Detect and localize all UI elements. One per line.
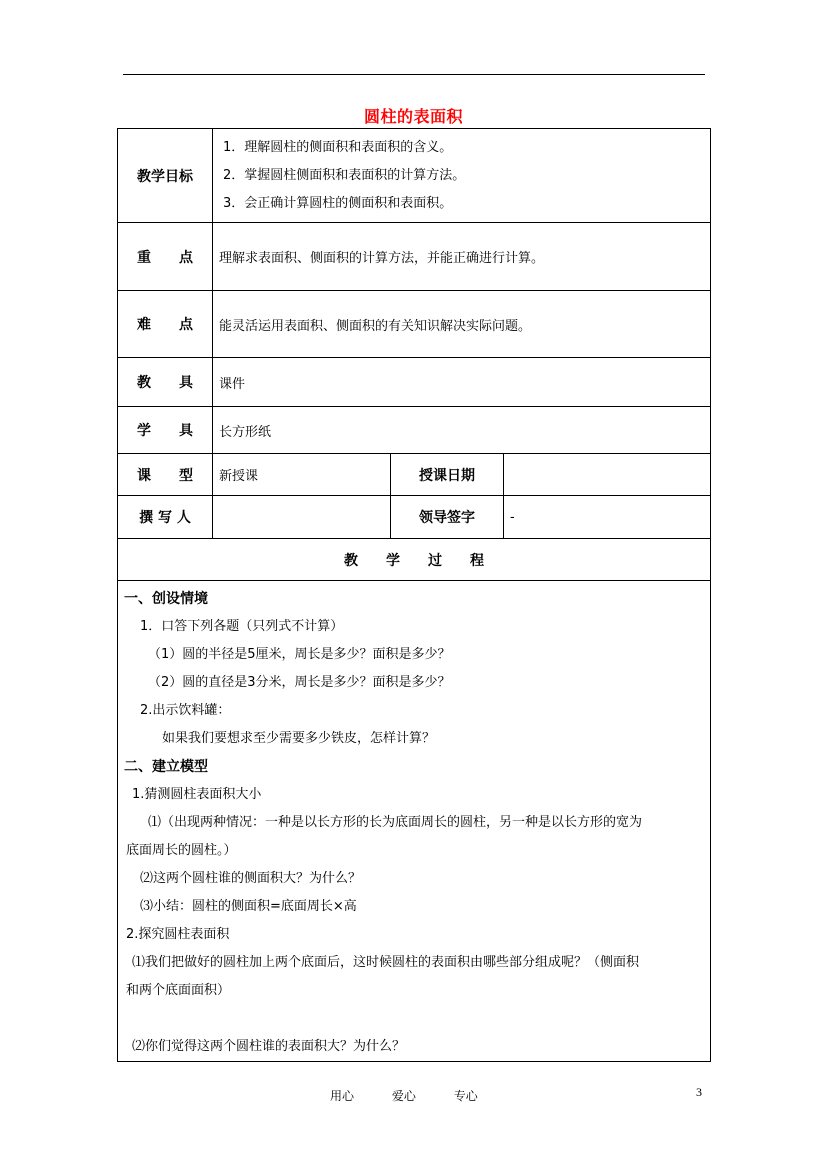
row-learning-aids bbox=[118, 407, 711, 454]
process-line: ⑴（出现两种情况：一种是以长方形的长为底面周长的圆柱，另一种是以长方形的宽为 bbox=[148, 815, 643, 830]
process-body bbox=[118, 581, 711, 1062]
lesson-type-value: 新授课 bbox=[213, 454, 391, 496]
teaching-aids-value: 课件 bbox=[213, 358, 711, 407]
learning-aids-label: 学 具 bbox=[118, 407, 213, 454]
page-title: 圆柱的表面积 bbox=[363, 107, 463, 126]
row-process bbox=[118, 581, 711, 1062]
key-point-value: 理解求表面积、侧面积的计算方法，并能正确进行计算。 bbox=[213, 223, 711, 291]
process-line: ⑶小结：圆柱的侧面积=底面周长×高 bbox=[140, 899, 357, 914]
goals-cell bbox=[213, 129, 711, 223]
process-line: （1）圆的半径是5厘米，周长是多少？面积是多少？ bbox=[148, 647, 451, 662]
process-line: ⑵这两个圆柱谁的侧面积大？为什么？ bbox=[140, 871, 362, 886]
footer-motto: 专心 bbox=[453, 1089, 478, 1103]
goal-item: 3．会正确计算圆柱的侧面积和表面积。 bbox=[223, 195, 453, 211]
footer-motto: 爱心 bbox=[391, 1089, 416, 1103]
process-line: 1.猜测圆柱表面积大小 bbox=[132, 787, 262, 802]
section-heading: 二、建立模型 bbox=[124, 759, 208, 775]
teaching-aids-label: 教 具 bbox=[118, 358, 213, 407]
row-process-header bbox=[118, 539, 711, 581]
author-label: 撰 写 人 bbox=[118, 496, 213, 539]
process-header: 教 学 过 程 bbox=[118, 539, 711, 581]
page-number: 3 bbox=[696, 1085, 702, 1099]
leader-sign-label: 领导签字 bbox=[391, 496, 504, 539]
row-lesson-type bbox=[118, 454, 711, 496]
header-rule bbox=[123, 74, 705, 75]
goal-item: 1．理解圆柱的侧面积和表面积的含义。 bbox=[223, 139, 453, 155]
process-line: 2.探究圆柱表面积 bbox=[126, 927, 230, 942]
section-heading: 一、创设情境 bbox=[124, 591, 208, 607]
row-difficulty bbox=[118, 291, 711, 358]
process-line: 和两个底面面积） bbox=[126, 983, 231, 998]
footer-mottos bbox=[330, 1087, 512, 1104]
process-line: 底面周长的圆柱。） bbox=[126, 843, 237, 858]
lesson-date-value bbox=[504, 454, 711, 496]
process-line: 1．口答下列各题（只列式不计算） bbox=[140, 619, 344, 634]
row-goals bbox=[118, 129, 711, 223]
row-teaching-aids bbox=[118, 358, 711, 407]
process-line: 2.出示饮料罐： bbox=[140, 703, 231, 718]
row-key-point bbox=[118, 223, 711, 291]
process-line: ⑴我们把做好的圆柱加上两个底面后，这时候圆柱的表面积由哪些部分组成呢？（侧面积 bbox=[132, 955, 640, 970]
lesson-type-label: 课 型 bbox=[118, 454, 213, 496]
goal-item: 2．掌握圆柱侧面积和表面积的计算方法。 bbox=[223, 167, 466, 183]
leader-sign-value: - bbox=[504, 496, 711, 539]
process-line: （2）圆的直径是3分米，周长是多少？面积是多少？ bbox=[148, 675, 451, 690]
process-line: ⑵你们觉得这两个圆柱谁的表面积大？为什么？ bbox=[132, 1039, 406, 1054]
blank-line bbox=[118, 1005, 710, 1033]
process-line: 如果我们要想求至少需要多少铁皮，怎样计算？ bbox=[162, 731, 436, 746]
goals-label: 教学目标 bbox=[118, 129, 213, 223]
key-point-label: 重 点 bbox=[118, 223, 213, 291]
author-value bbox=[213, 496, 391, 539]
lesson-plan-table bbox=[117, 128, 711, 1062]
row-author bbox=[118, 496, 711, 539]
footer-motto: 用心 bbox=[330, 1089, 355, 1103]
difficulty-label: 难 点 bbox=[118, 291, 213, 358]
difficulty-value: 能灵活运用表面积、侧面积的有关知识解决实际问题。 bbox=[213, 291, 711, 358]
lesson-date-label: 授课日期 bbox=[391, 454, 504, 496]
learning-aids-value: 长方形纸 bbox=[213, 407, 711, 454]
